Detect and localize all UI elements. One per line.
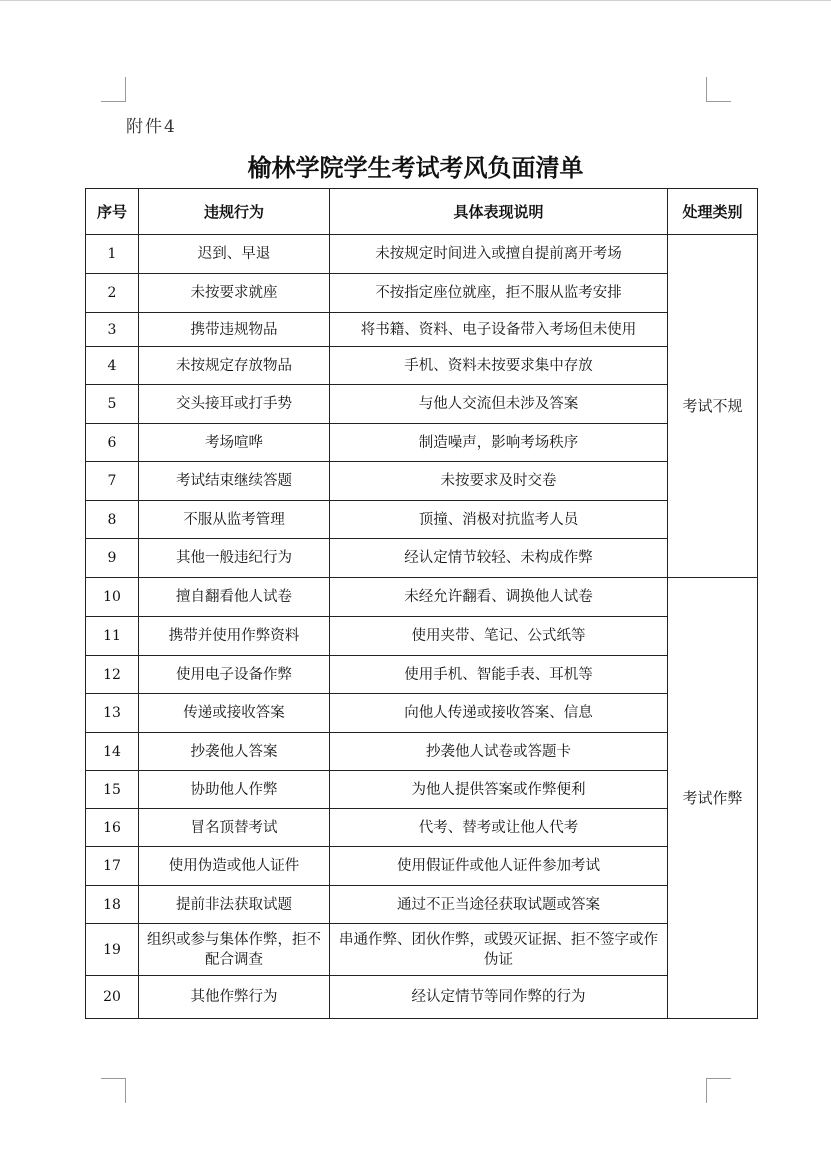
row-detail: 抄袭他人试卷或答题卡 — [330, 733, 668, 771]
row-behavior: 抄袭他人答案 — [139, 733, 330, 771]
table-row — [86, 235, 758, 274]
category-cell: 考试作弊 — [668, 578, 758, 1019]
row-number: 14 — [86, 733, 139, 771]
row-detail: 使用夹带、笔记、公式纸等 — [330, 617, 668, 656]
violation-table — [85, 188, 758, 1019]
row-number: 13 — [86, 694, 139, 733]
row-behavior: 其他作弊行为 — [139, 976, 330, 1019]
row-number: 18 — [86, 886, 139, 924]
row-behavior: 考场喧哗 — [139, 424, 330, 462]
row-detail: 顶撞、消极对抗监考人员 — [330, 501, 668, 539]
row-detail: 未经允许翻看、调换他人试卷 — [330, 578, 668, 617]
page-top-border — [0, 0, 831, 1]
header-detail: 具体表现说明 — [330, 189, 668, 235]
row-behavior: 考试结束继续答题 — [139, 462, 330, 501]
table-body — [86, 235, 758, 1019]
table-row — [86, 847, 758, 886]
table-header-row — [86, 189, 758, 235]
table-row — [86, 924, 758, 976]
row-detail: 经认定情节较轻、未构成作弊 — [330, 539, 668, 578]
row-number: 9 — [86, 539, 139, 578]
row-number: 4 — [86, 347, 139, 385]
table-row — [86, 424, 758, 462]
row-detail: 将书籍、资料、电子设备带入考场但未使用 — [330, 313, 668, 347]
table-row — [86, 539, 758, 578]
row-detail: 与他人交流但未涉及答案 — [330, 385, 668, 424]
row-number: 16 — [86, 809, 139, 847]
row-detail: 制造噪声，影响考场秩序 — [330, 424, 668, 462]
row-number: 19 — [86, 924, 139, 976]
row-behavior: 提前非法获取试题 — [139, 886, 330, 924]
table-row — [86, 274, 758, 313]
row-number: 1 — [86, 235, 139, 274]
row-number: 15 — [86, 771, 139, 809]
table-row — [86, 501, 758, 539]
row-behavior: 传递或接收答案 — [139, 694, 330, 733]
table-row — [86, 771, 758, 809]
table-row — [86, 462, 758, 501]
table-row — [86, 886, 758, 924]
table-row — [86, 656, 758, 694]
page-title: 榆林学院学生考试考风负面清单 — [247, 154, 584, 182]
crop-mark-top-left — [101, 77, 126, 102]
table-row — [86, 694, 758, 733]
row-number: 5 — [86, 385, 139, 424]
table-row — [86, 385, 758, 424]
row-behavior: 协助他人作弊 — [139, 771, 330, 809]
crop-mark-bottom-left — [101, 1078, 126, 1103]
row-number: 2 — [86, 274, 139, 313]
row-behavior: 使用电子设备作弊 — [139, 656, 330, 694]
category-cell: 考试不规 — [668, 235, 758, 578]
row-detail: 通过不正当途径获取试题或答案 — [330, 886, 668, 924]
row-detail: 手机、资料未按要求集中存放 — [330, 347, 668, 385]
header-behavior: 违规行为 — [139, 189, 330, 235]
table-row — [86, 578, 758, 617]
attachment-label: 附件4 — [126, 117, 177, 137]
row-behavior: 未按要求就座 — [139, 274, 330, 313]
row-detail: 使用手机、智能手表、耳机等 — [330, 656, 668, 694]
row-behavior: 未按规定存放物品 — [139, 347, 330, 385]
row-number: 20 — [86, 976, 139, 1019]
row-number: 17 — [86, 847, 139, 886]
header-no: 序号 — [86, 189, 139, 235]
row-detail: 为他人提供答案或作弊便利 — [330, 771, 668, 809]
row-behavior: 携带并使用作弊资料 — [139, 617, 330, 656]
row-number: 3 — [86, 313, 139, 347]
row-number: 10 — [86, 578, 139, 617]
crop-mark-top-right — [706, 77, 731, 102]
row-behavior: 冒名顶替考试 — [139, 809, 330, 847]
row-detail: 向他人传递或接收答案、信息 — [330, 694, 668, 733]
table-row — [86, 976, 758, 1019]
row-number: 11 — [86, 617, 139, 656]
table-row — [86, 733, 758, 771]
header-category: 处理类别 — [668, 189, 758, 235]
row-behavior: 交头接耳或打手势 — [139, 385, 330, 424]
row-detail: 不按指定座位就座，拒不服从监考安排 — [330, 274, 668, 313]
row-behavior: 携带违规物品 — [139, 313, 330, 347]
row-number: 12 — [86, 656, 139, 694]
table-row — [86, 809, 758, 847]
row-detail: 未按规定时间进入或擅自提前离开考场 — [330, 235, 668, 274]
table-row — [86, 347, 758, 385]
row-number: 6 — [86, 424, 139, 462]
row-detail: 经认定情节等同作弊的行为 — [330, 976, 668, 1019]
crop-mark-bottom-right — [706, 1078, 731, 1103]
row-behavior: 不服从监考管理 — [139, 501, 330, 539]
row-behavior: 迟到、早退 — [139, 235, 330, 274]
row-detail: 使用假证件或他人证件参加考试 — [330, 847, 668, 886]
row-behavior: 其他一般违纪行为 — [139, 539, 330, 578]
row-behavior: 使用伪造或他人证件 — [139, 847, 330, 886]
row-behavior: 擅自翻看他人试卷 — [139, 578, 330, 617]
row-number: 7 — [86, 462, 139, 501]
table-row — [86, 313, 758, 347]
row-detail: 串通作弊、团伙作弊，或毁灭证据、拒不签字或作伪证 — [330, 924, 668, 976]
row-detail: 未按要求及时交卷 — [330, 462, 668, 501]
row-number: 8 — [86, 501, 139, 539]
row-behavior: 组织或参与集体作弊，拒不配合调查 — [139, 924, 330, 976]
row-detail: 代考、替考或让他人代考 — [330, 809, 668, 847]
table-row — [86, 617, 758, 656]
